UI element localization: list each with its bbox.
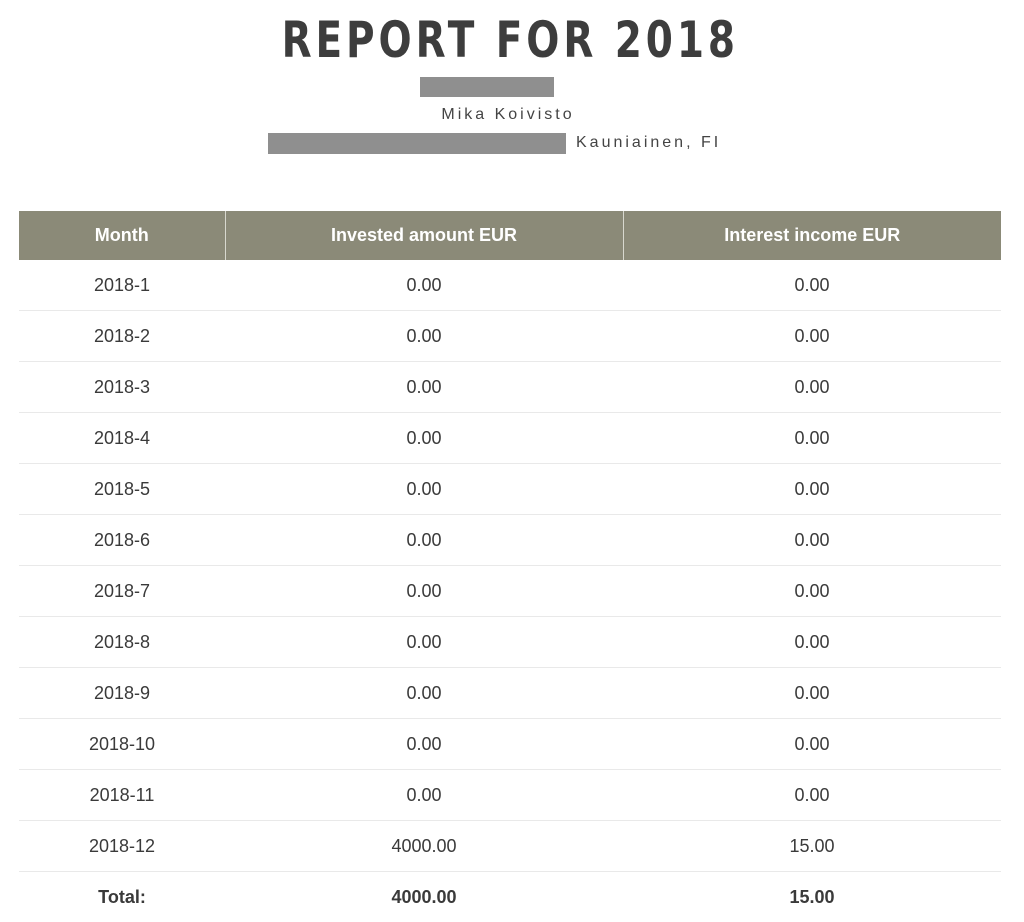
table-row xyxy=(19,413,1001,464)
table-row xyxy=(19,515,1001,566)
invested-cell: 0.00 xyxy=(225,770,623,821)
table-row xyxy=(19,566,1001,617)
total-label: Total: xyxy=(19,872,225,922)
column-header-interest: Interest income EUR xyxy=(623,211,1001,260)
month-cell: 2018-4 xyxy=(19,413,225,464)
month-cell: 2018-12 xyxy=(19,821,225,872)
table-row xyxy=(19,821,1001,872)
owner-location: Kauniainen, FI xyxy=(576,134,721,152)
invested-cell: 0.00 xyxy=(225,566,623,617)
table-row xyxy=(19,617,1001,668)
interest-cell: 0.00 xyxy=(623,617,1001,668)
table-header-row xyxy=(19,211,1001,260)
month-cell: 2018-6 xyxy=(19,515,225,566)
invested-cell: 0.00 xyxy=(225,719,623,770)
month-cell: 2018-8 xyxy=(19,617,225,668)
report-title: REPORT FOR 2018 xyxy=(111,10,910,70)
month-cell: 2018-7 xyxy=(19,566,225,617)
invested-cell: 0.00 xyxy=(225,260,623,311)
table-row xyxy=(19,770,1001,821)
table-row xyxy=(19,668,1001,719)
month-cell: 2018-5 xyxy=(19,464,225,515)
table-row xyxy=(19,362,1001,413)
interest-cell: 0.00 xyxy=(623,464,1001,515)
column-header-month: Month xyxy=(19,211,225,260)
invested-cell: 0.00 xyxy=(225,362,623,413)
month-cell: 2018-9 xyxy=(19,668,225,719)
invested-cell: 0.00 xyxy=(225,515,623,566)
invested-cell: 0.00 xyxy=(225,668,623,719)
interest-cell: 0.00 xyxy=(623,260,1001,311)
invested-cell: 4000.00 xyxy=(225,821,623,872)
interest-cell: 0.00 xyxy=(623,668,1001,719)
table-row xyxy=(19,719,1001,770)
column-header-invested: Invested amount EUR xyxy=(225,211,623,260)
interest-cell: 0.00 xyxy=(623,413,1001,464)
report-table xyxy=(19,211,1001,922)
month-cell: 2018-1 xyxy=(19,260,225,311)
month-cell: 2018-11 xyxy=(19,770,225,821)
redacted-address xyxy=(268,133,566,154)
interest-cell: 0.00 xyxy=(623,770,1001,821)
invested-cell: 0.00 xyxy=(225,311,623,362)
interest-cell: 0.00 xyxy=(623,566,1001,617)
total-interest: 15.00 xyxy=(623,872,1001,922)
interest-cell: 0.00 xyxy=(623,311,1001,362)
interest-cell: 15.00 xyxy=(623,821,1001,872)
invested-cell: 0.00 xyxy=(225,464,623,515)
month-cell: 2018-2 xyxy=(19,311,225,362)
interest-cell: 0.00 xyxy=(623,362,1001,413)
table-row xyxy=(19,311,1001,362)
table-row xyxy=(19,464,1001,515)
total-row xyxy=(19,872,1001,922)
month-cell: 2018-3 xyxy=(19,362,225,413)
total-invested: 4000.00 xyxy=(225,872,623,922)
invested-cell: 0.00 xyxy=(225,413,623,464)
redacted-block xyxy=(420,77,554,97)
month-cell: 2018-10 xyxy=(19,719,225,770)
owner-name: Mika Koivisto xyxy=(0,106,1016,124)
interest-cell: 0.00 xyxy=(623,719,1001,770)
interest-cell: 0.00 xyxy=(623,515,1001,566)
invested-cell: 0.00 xyxy=(225,617,623,668)
table-row xyxy=(19,260,1001,311)
